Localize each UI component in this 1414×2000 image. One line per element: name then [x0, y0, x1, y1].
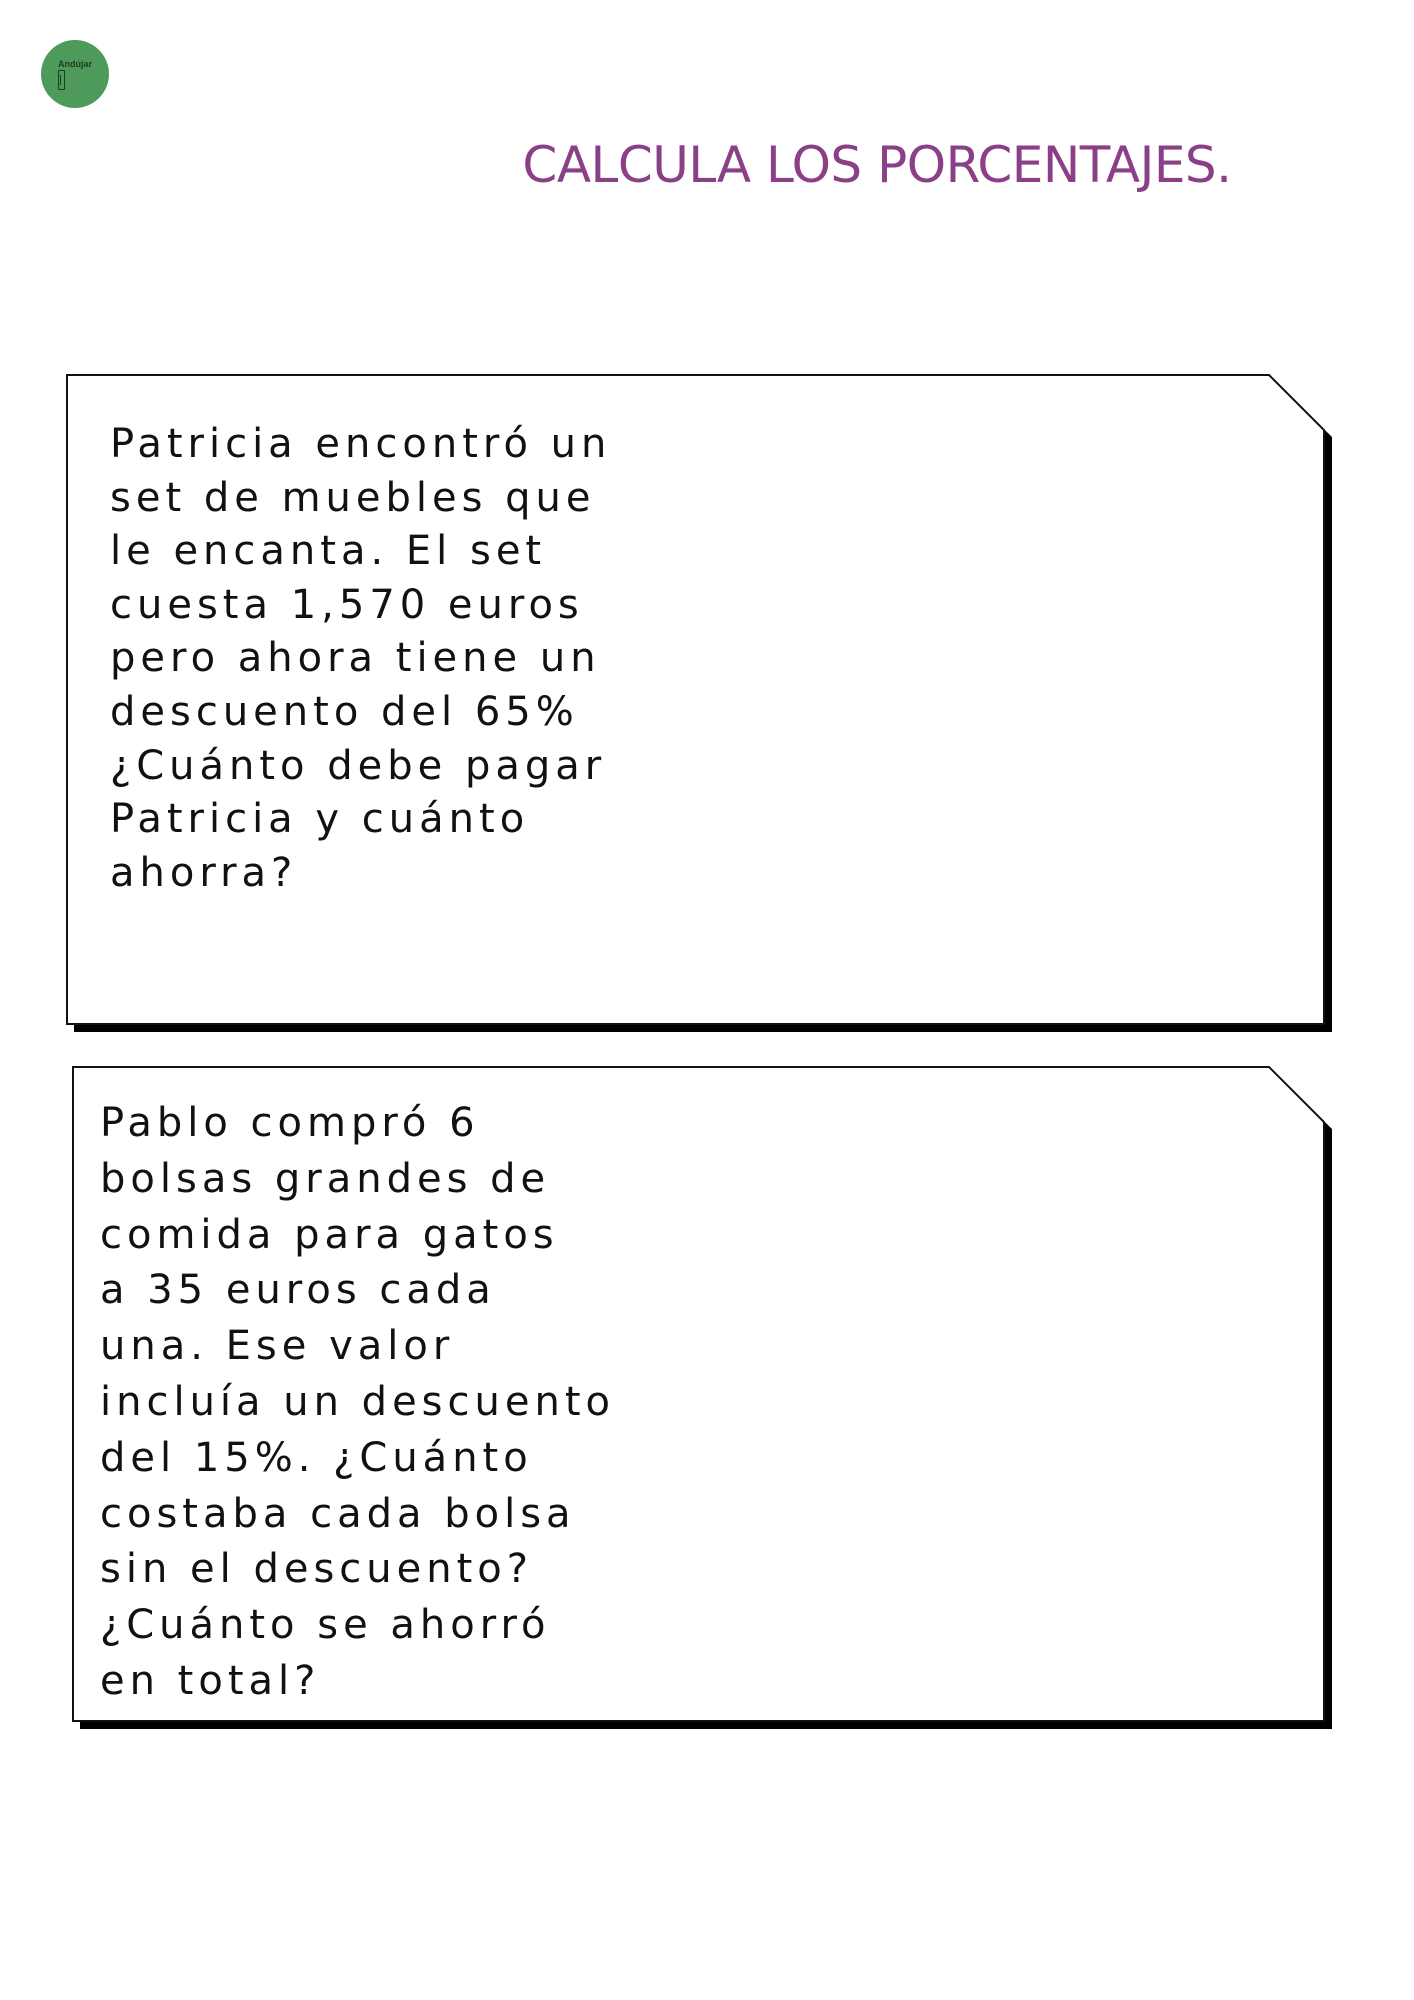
- page-title: CALCULA LOS PORCENTAJES.: [522, 135, 1232, 194]
- problem-text-1: Patricia encontró un set de muebles que le encanta. El set cuesta 1,570 euros pero ahora tiene un descuento del 65% ¿Cuánto debe pagar Patricia y cuánto ahorra?: [110, 421, 612, 896]
- problem-card-2: [72, 1066, 1332, 1729]
- problem-card-1: [66, 374, 1332, 1032]
- logo-badge: [41, 40, 109, 108]
- logo-text: Andújar: [58, 59, 93, 69]
- pencil-icon: [58, 70, 65, 90]
- problem-text-2: Pablo compró 6 bolsas grandes de comida para gatos a 35 euros cada una. Ese valor incluía un descuento del 15%. ¿Cuánto costaba cada bolsa sin el descuento? ¿Cuánto se ahorró en total?: [100, 1100, 615, 1704]
